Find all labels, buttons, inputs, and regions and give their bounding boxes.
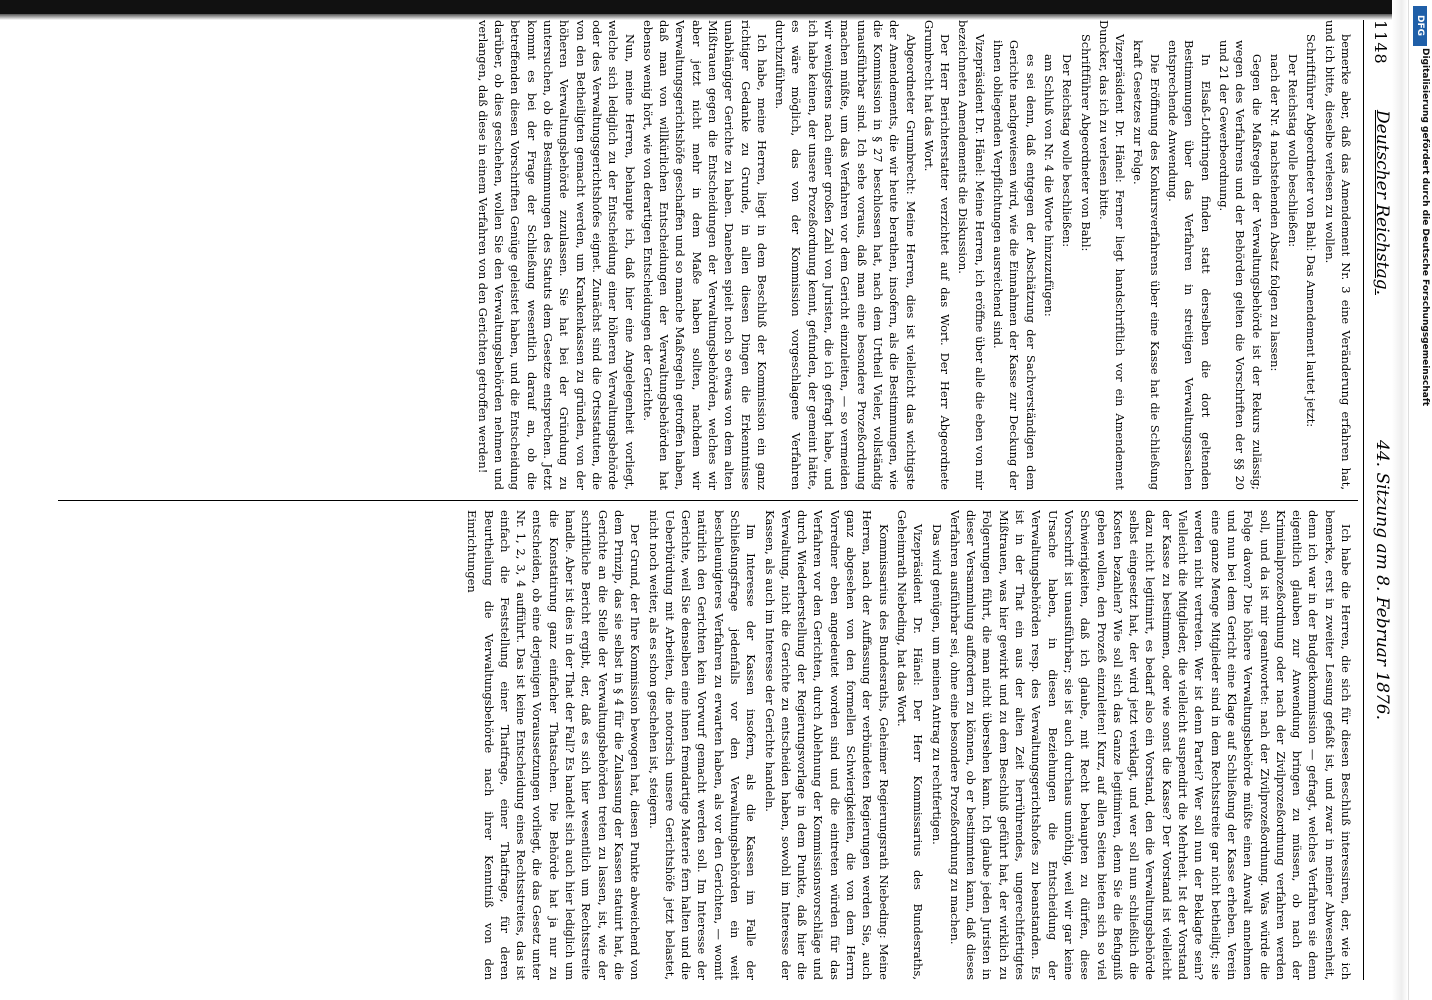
publication-title: Deutscher Reichstag. (1372, 110, 1392, 295)
paragraph: es sei denn, daß entgegen der Abschätzung der Sachverständigen dem Gerichte nachgewiesen wird, wie die Einnahmen der Kasse zur Deckung der ihnen obliegenden Verpflichtungen ausreichend sind. (991, 40, 1038, 490)
paragraph: Im Interesse der Kassen insofern, als die Kassen im Falle der Schließungsfrage jedenfalls vor den Verwaltungsbehörden ein weit beschleunigteres Verfahren zu erwarten haben, als vor den Gerichten, — womit natürlich den Gerichten kein Vorwurf gemacht werden soll. Im Interesse der Gerichte, weil Sie denselben eine ihnen fremdartige Materie fern halten und die Ueberbürdung mit Arbeiten, die notorisch unsere Gerichtshöfe jetzt belastet, nicht noch weiter, als es schon geschehen ist, steigern. (646, 510, 759, 980)
left-column (54, 20, 1354, 490)
digitization-note: Digitalisierung gefördert durch die Deutsche Forschungsgemeinschaft (1420, 48, 1430, 407)
paragraph: Das wird genügen, um meinen Antrag zu rechtfertigen. (929, 524, 944, 845)
newspaper-page (26, 20, 1406, 980)
paragraph: nach der Nr. 4 nachstehenden Absatz folgen zu lassen: (1267, 54, 1282, 372)
paragraph: Gegen die Maßregeln der Verwaltungsbehörde ist der Rekurs zulässig; wegen des Verfahrens und der Behörden gelten die Vorschriften der §§ 20 und 21 der Gewerbeordnung. (1216, 40, 1264, 490)
paragraph: Die Eröffnung des Konkursverfahrens über eine Kasse hat die Schließung kraft Gesetzes zur Folge. (1131, 40, 1162, 490)
paragraph: Ich habe die Herren, die sich für diesen Beschluß interessiren, der, wie ich bemerke, erst in zweiter Lesung gefaßt ist, und zwar in meiner Abwesenheit, denn ich war in der Budgetkommission — gefragt, welches Verfahren sie denn eigentlich glauben zur Anwendung bringen zu müssen, ob nach der Kriminalprozeßordnung oder nach der Zivilprozeßordnung verfahren werden soll, und da ist mir geantwortet: nach der Zivilprozeßordnung. Was würde die Folge davon? Die höhere Verwaltungsbehörde müßte einen Anwalt annehmen und nun bei dem Gericht eine Klage auf Schließung der Kasse erheben. Verein eine ganze Menge Mitglieder sind in dem Rechtsstreite gar nicht betheiligt; sie werden nicht vertreten. Wer ist denn Partei? Wer soll nun der Beklagte sein? Vielleicht die Mitglieder, die vielleicht suspendirt die Mehrheit. Ist der Vorstand der Kasse zu bestimmen, oder wie sonst die Kasse? Der Vorstand ist vielleicht dazu nicht legitimirt, es bedarf also ein Vorstand, den die Verwaltungsbehörde selbst eingesetzt hat, der wird jetzt verklagt, und wer soll nun schließlich die Kosten bezahlen? Wie soll sich das Ganze legitimiren, denn Sie die Befugniß geben wollen, den Prozeß einzuleiten! Kurz, auf allen Seiten bieten sich so viel Schwierigkeiten, daß ich glaube, mit Recht behaupten zu dürfen, diese Vorschrift ist unausführbar; sie ist auch durchaus unnöthig, weil wir gar keine Ursache haben, in diesen Beziehungen die Entscheidung der Verwaltungsbehörden resp. des Verwaltungsgerichtshofes zu beanstanden. Es ist in der That ein aus der alten Zeit herrührendes, ungerechtfertigtes Mißtrauen, was hier gewirkt und zu dem Beschluß geführt hat, der wirklich zu Folgerungen führt, die man nicht übersehen kann. Ich glaube jeden Juristen in dieser Versammlung auffordern zu können, ob er bestimmten kann, daß dieses Verfahren ausführbar sei, ohne eine besondere Prozeßordnung zu machen. (947, 510, 1353, 980)
paragraph: Vizepräsident Dr. Hänel: Meine Herren, ich eröffne über alle die eben von mir bezeichneten Amendements die Diskussion. (956, 20, 987, 490)
paragraph: Der Reichstag wolle beschließen: (1060, 54, 1075, 248)
paragraph: bemerke aber, daß das Amendement Nr. 3 eine Veränderung erfahren hat, und ich bitte, dieselbe verlesen zu wollen. (1322, 20, 1353, 490)
page-header (1366, 20, 1396, 980)
paragraph: Der Herr Berichterstatter verzichtet auf das Wort. Der Herr Abgeordnete Grumbrecht hat das Wort. (921, 20, 953, 490)
scan-top-border (0, 0, 1432, 14)
header-rule (1363, 20, 1364, 980)
paragraph: Vizepräsident Dr. Hänel: Der Herr Kommissarius des Bundesraths, Geheimrath Niebeding, hat das Wort. (894, 510, 926, 980)
paragraph: In Elsaß-Lothringen finden statt derselben die dort geltenden Bestimmungen über das Verfahren in streitigen Verwaltungssachen entsprechende Anwendung. (1166, 40, 1213, 490)
paragraph: Ich habe, meine Herren, liegt in dem Beschluß der Kommission ein ganz richtiger Gedanke zu Grunde, in allen diesen Dingen die Erkenntnisse unabhängiger Gerichte zu haben. Daneben spielt noch so etwas von dem alten Mißtrauen gegen die Entscheidungen der Verwaltungsbehörden, welches wir aber jetzt nicht mehr in dem Maße haben sollten, nachdem wir Verwaltungsgerichtshöfe geschaffen und so manche Maßregeln getroffen haben, daß man von willkürlichen Entscheidungen der Verwaltungsbehörden hat ebenso wenig hört, wie von derartigen Entscheidungen der Gerichte. (640, 20, 769, 490)
paragraph: Abgeordneter Grumbrecht: Meine Herren, dies ist vielleicht das wichtigste der Amendements, die wir heute berathen, insofern, als die Bestimmungen, wie die Kommission in § 27 beschlossen hat, nach dem Urtheil Vieler, vollständig unausführbar sind. Ich sehe voraus, daß man eine besondere Prozeßordnung machen müßte, um das Verfahren vor dem Gericht einzuleiten, — so vermeiden wir wenigstens nach einer großen Zahl von Juristen, die ich gefragt habe, und ich habe keinen, der unsere Prozeßordnung kennt, gefunden, der gemeint hätte, es wäre möglich, das von der Kommission vorgeschlagene Verfahren durchzuführen. (773, 20, 918, 490)
paragraph: Schriftführer Abgeordneter von Bahl: Das Amendement lautet jetzt: (1304, 34, 1319, 428)
paragraph: Der Grund, der Ihre Kommission bewogen hat, diesen Punkte abweichend von dem Prinzip, das sie selbst in § 4 für die Zulassung der Kassen statuirt hat, die Gerichte an die Stelle der Verwaltungsbehörden treten zu lassen, ist, wie der schriftliche Bericht ergibt, der, daß es sich hier wesentlich um Rechtsstreite handle. Aber ist dies in der That der Fall? Es handelt sich auch hier lediglich um die Konstatirung ganz einfacher Thatsachen. Die Behörde hat ja nur zu entscheiden, ob eine derjenigen Voraussetzungen vorliegt, die das Gesetz unter Nr. 1, 2, 3, 4 aufführt. Das ist keine Entscheidung eines Rechtsstreites, das ist einfach die Feststellung einer Thatfrage, einer Thatfrage, für deren Beurtheilung die Verwaltungsbehörde nach ihrer Kenntniß von den Einrichtungen (465, 510, 643, 980)
paragraph: Nun, meine Herren, behaupte ich, daß hier eine Angelegenheit vorliegt, welche sich lediglich zu der Entscheidung einer höheren Verwaltungsbehörde oder des Verwaltungsgerichtshofes eignet. Zunächst sind die Ortsstatuten, die von den Betheiligten gemacht werden, um Krankenkassen zu gründen, von der höheren Verwaltungsbehörde zuzulassen. Sie hat bei der Gründung zu untersuchen, ob die Bestimmungen des Statuts dem Gesetze entsprechen. Jetzt kommt es bei der Frage der Schließung wesentlich darauf an, ob die betreffenden diesen Vorschriften Genüge geleistet haben, und die Entscheidung darüber, ob dies geschehen, wollen Sie den Verwaltungsbehörden nehmen und verlangen, daß diese in einem Verfahren von den Gerichten getroffen werden! (475, 20, 637, 490)
paragraph: am Schluß von Nr. 4 die Worte hinzuzufügen: (1041, 54, 1056, 317)
right-column (54, 510, 1354, 980)
session-date: 44. Sitzung am 8. Februar 1876. (1372, 440, 1392, 720)
page-number: 1148 (1371, 20, 1390, 65)
paragraph: Schriftführer Abgeordneter von Bahl: (1078, 34, 1093, 252)
column-divider (58, 500, 1358, 501)
paragraph: Kommissarius des Bundesraths, Geheimer Regierungsrath Niebeding: Meine Herren, nach der Auffassung der verbündeten Regierungen werden Sie, auch ganz abgesehen von den formellen Schwierigkeiten, die von dem Herrn Vorredner eben angedeutet worden sind und die eintreten würden für das Verfahren vor den Gerichten, durch Ablehnung der Kommissionsvorschläge und durch Wiederherstellung der Regierungsvorlage in dem Punkte, daß hier die Verwaltung, nicht die Gerichte zu entscheiden haben, sowohl im Interesse der Kassen, als auch im Interesse der Gerichte handeln. (762, 510, 891, 980)
paragraph: Vizepräsident Dr. Hänel: Ferner liegt handschriftlich vor ein Amendement Duncker, das ich zu verlesen bitte. (1096, 20, 1128, 490)
paragraph: Der Reichstag wolle beschließen: (1286, 54, 1301, 248)
dfg-logo: DFG (1413, 6, 1427, 46)
